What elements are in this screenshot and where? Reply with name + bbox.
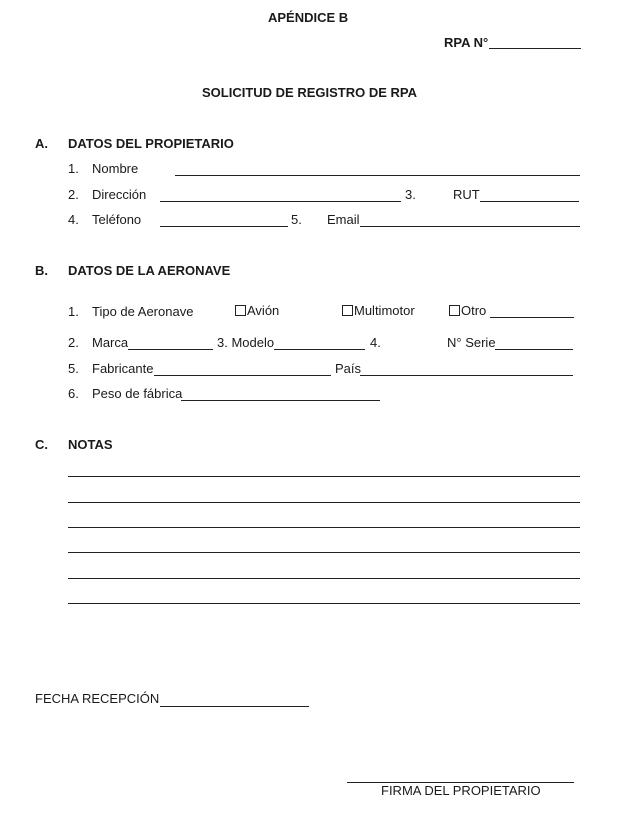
notes-line[interactable] <box>68 476 580 477</box>
section-c-letter: C. <box>35 437 48 452</box>
marca-label: Marca <box>92 335 129 350</box>
peso-label: Peso de fábrica <box>92 386 183 401</box>
field-number: 3. <box>405 187 416 202</box>
multimotor-label: Multimotor <box>354 303 415 318</box>
email-label: Email <box>327 212 360 227</box>
modelo-label: 3. Modelo <box>217 335 275 350</box>
modelo-field[interactable] <box>274 349 365 350</box>
notes-line[interactable] <box>68 603 580 604</box>
section-b-heading: DATOS DE LA AERONAVE <box>68 263 231 278</box>
telefono-field[interactable] <box>160 226 288 227</box>
field-number: 6. <box>68 386 79 401</box>
rut-field[interactable] <box>480 201 579 202</box>
field-number: 4. <box>68 212 79 227</box>
rpa-number-field[interactable] <box>489 48 581 49</box>
fecha-recepcion-label: FECHA RECEPCIÓN <box>35 691 160 706</box>
telefono-label: Teléfono <box>92 212 142 227</box>
fabricante-field[interactable] <box>154 375 331 376</box>
firma-propietario-label: FIRMA DEL PROPIETARIO <box>381 783 541 798</box>
pais-field[interactable] <box>360 375 573 376</box>
otro-field[interactable] <box>490 317 574 318</box>
section-c-heading: NOTAS <box>68 437 113 452</box>
serie-field[interactable] <box>495 349 573 350</box>
form-title: SOLICITUD DE REGISTRO DE RPA <box>202 85 417 100</box>
nombre-label: Nombre <box>92 161 139 176</box>
tipo-aeronave-label: Tipo de Aeronave <box>92 304 194 319</box>
notes-line[interactable] <box>68 552 580 553</box>
pais-label: País <box>335 361 362 376</box>
rpa-number-label: RPA N° <box>444 35 489 50</box>
otro-label: Otro <box>461 303 487 318</box>
nombre-field[interactable] <box>175 175 580 176</box>
rut-label: RUT <box>453 187 480 202</box>
section-a-heading: DATOS DEL PROPIETARIO <box>68 136 234 151</box>
field-number: 2. <box>68 187 79 202</box>
notes-line[interactable] <box>68 502 580 503</box>
avion-checkbox[interactable] <box>235 305 246 316</box>
field-number: 1. <box>68 161 79 176</box>
marca-field[interactable] <box>128 349 213 350</box>
avion-label: Avión <box>247 303 280 318</box>
multimotor-checkbox[interactable] <box>342 305 353 316</box>
notes-line[interactable] <box>68 578 580 579</box>
section-b-letter: B. <box>35 263 48 278</box>
direccion-field[interactable] <box>160 201 401 202</box>
peso-field[interactable] <box>181 400 380 401</box>
field-number: 5. <box>291 212 302 227</box>
otro-checkbox[interactable] <box>449 305 460 316</box>
direccion-label: Dirección <box>92 187 147 202</box>
multimotor-option[interactable] <box>342 303 415 318</box>
field-number: 2. <box>68 335 79 350</box>
otro-option[interactable] <box>449 303 486 318</box>
fabricante-label: Fabricante <box>92 361 154 376</box>
section-a-letter: A. <box>35 136 48 151</box>
appendix-title: APÉNDICE B <box>268 10 349 25</box>
email-field[interactable] <box>360 226 580 227</box>
field-number: 1. <box>68 304 79 319</box>
serie-label: N° Serie <box>447 335 496 350</box>
avion-option[interactable] <box>235 303 279 318</box>
notes-line[interactable] <box>68 527 580 528</box>
field-number: 5. <box>68 361 79 376</box>
field-number: 4. <box>370 335 381 350</box>
fecha-recepcion-field[interactable] <box>160 706 309 707</box>
